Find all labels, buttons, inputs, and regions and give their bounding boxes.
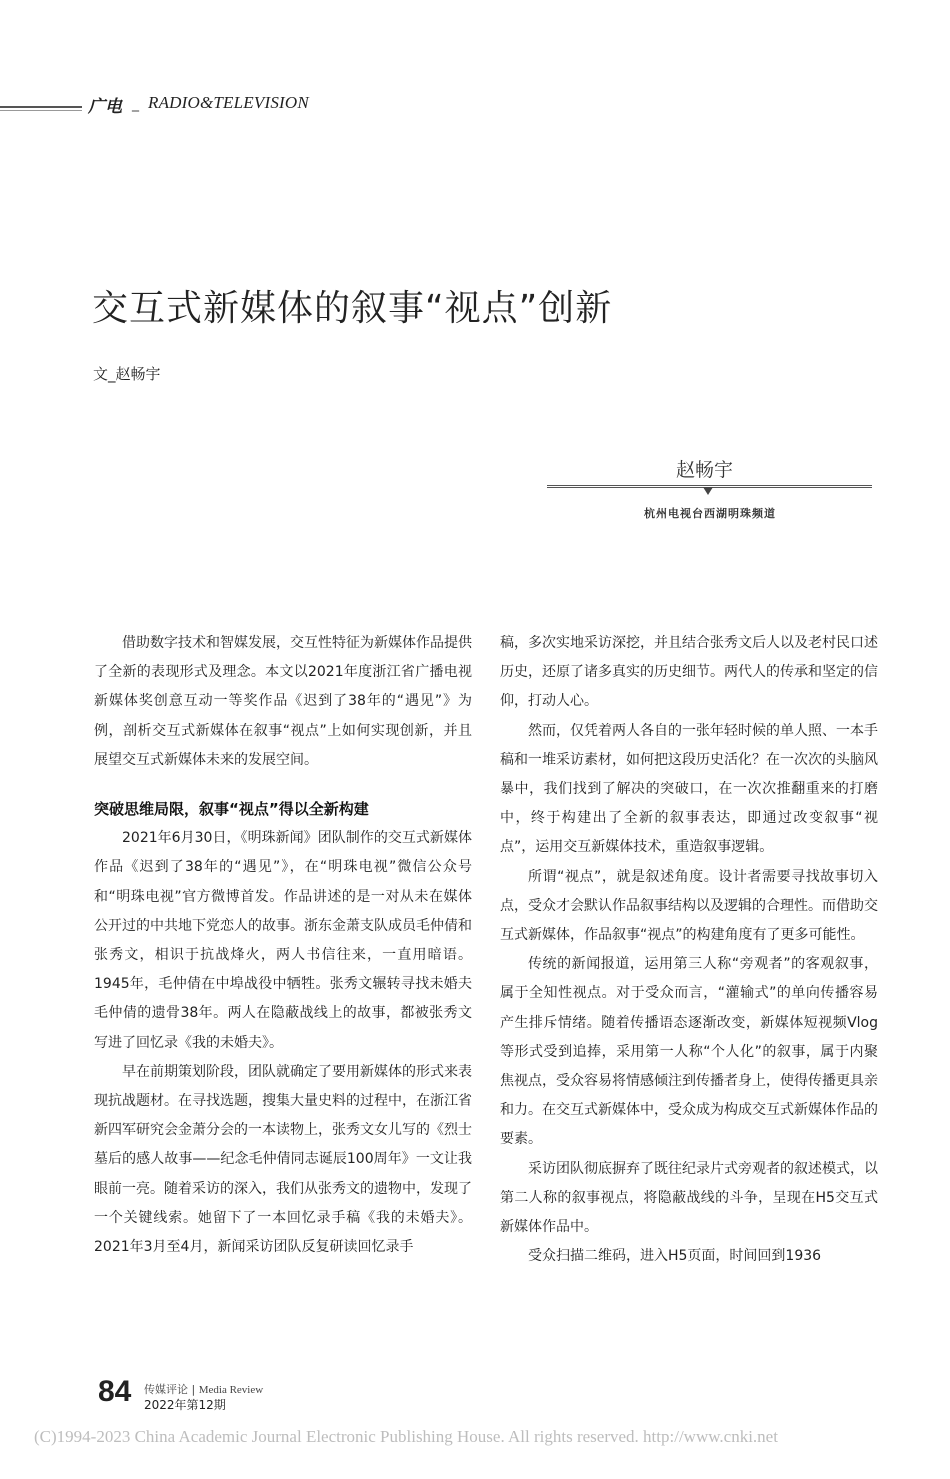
article-title: 交互式新媒体的叙事“视点”创新 bbox=[92, 288, 613, 329]
body-paragraph: 受众扫描二维码，进入H5页面，时间回到1936 bbox=[528, 1248, 822, 1265]
body-paragraph: 传统的新闻报道，运用第三人称“旁观者”的客观叙事，属于全知性视点。对于受众而言，“灌输式”的单向传播容易产生排斥情绪。随着传播语态逐渐改变，新媒体短视频Vlog等形式受到追捧，采用第一人称“个人化”的叙事，属于内聚焦视点，受众容易将情感倾注到传播者身上，使得传播更具亲和力。在交互式新媒体中，受众成为构成交互式新媒体作品的要素。 bbox=[500, 956, 878, 1148]
right-column bbox=[500, 629, 878, 1271]
body-paragraph: 采访团队彻底摒弃了既往纪录片式旁观者的叙述模式，以第二人称的叙事视点，将隐蔽战线的斗争，呈现在H5交互式新媒体作品中。 bbox=[500, 1160, 878, 1236]
journal-name-cn: 传媒评论 bbox=[144, 1383, 188, 1396]
abstract-paragraph: 借助数字技术和智媒发展，交互性特征为新媒体作品提供了全新的表现形式及理念。本文以2021年度浙江省广播电视新媒体奖创意互动一等奖作品《迟到了38年的“遇见”》为例，剖析交互式新媒体在叙事“视点”上如何实现创新，并且展望交互式新媒体未来的发展空间。 bbox=[94, 635, 472, 768]
journal-name-en: Media Review bbox=[198, 1384, 264, 1396]
copyright-notice: (C)1994-2023 China Academic Journal Electronic Publishing House. All rights reserved. http://www.cnki.net bbox=[34, 1427, 778, 1446]
journal-name bbox=[144, 1381, 263, 1397]
body-paragraph: 所谓“视点”，就是叙述角度。设计者需要寻找故事切入点，受众才会默认作品叙事结构以及逻辑的合理性。而借助交互式新媒体，作品叙事“视点”的构建角度有了更多可能性。 bbox=[500, 868, 878, 944]
author-name: 赵畅宇 bbox=[676, 459, 734, 481]
article-byline: 文_赵畅宇 bbox=[93, 365, 161, 383]
author-affiliation: 杭州电视台西湖明珠频道 bbox=[644, 507, 776, 520]
left-column bbox=[94, 629, 472, 1262]
page-number: 84 bbox=[98, 1375, 132, 1408]
section-heading: 突破思维局限，叙事“视点”得以全新构建 bbox=[94, 800, 369, 819]
body-paragraph: 2021年6月30日，《明珠新闻》团队制作的交互式新媒体作品《迟到了38年的“遇见”》，在“明珠电视”微信公众号和“明珠电视”官方微博首发。作品讲述的是一对从未在媒体公开过的中共地下党恋人的故事。浙东金萧支队成员毛仲倩和张秀文，相识于抗战烽火，两人书信往来，一直用暗语。1945年，毛仲倩在中埠战役中牺牲。张秀文辗转寻找未婚夫毛仲倩的遗骨38年。两人在隐蔽战线上的故事，都被张秀文写进了回忆录《我的未婚夫》。 bbox=[94, 830, 472, 1051]
body-paragraph: 然而，仅凭着两人各自的一张年轻时候的单人照、一本手稿和一堆采访素材，如何把这段历史活化？在一次次的头脑风暴中，我们找到了解决的突破口，在一次次推翻重来的打磨中，终于构建出了全新的叙事表达，即通过改变叙事“视点”，运用交互新媒体技术，重造叙事逻辑。 bbox=[500, 722, 878, 856]
issue-label: 2022年第12期 bbox=[144, 1398, 226, 1412]
header-rule bbox=[0, 106, 82, 108]
section-label-cn: 广电 bbox=[88, 97, 122, 117]
journal-divider: | bbox=[191, 1383, 196, 1396]
section-label-en: RADIO&TELEVISION bbox=[148, 93, 309, 112]
body-paragraph: 稿，多次实地采访深挖，并且结合张秀文后人以及老村民口述历史，还原了诸多真实的历史细节。两代人的传承和坚定的信仰，打动人心。 bbox=[500, 635, 878, 710]
section-separator: _ bbox=[132, 96, 139, 112]
author-pointer-icon bbox=[703, 487, 713, 495]
body-paragraph: 早在前期策划阶段，团队就确定了要用新媒体的形式来表现抗战题材。在寻找选题，搜集大量史料的过程中，在浙江省新四军研究会金萧分会的一本读物上，张秀文女儿写的《烈士墓后的感人故事——纪念毛仲倩同志诞辰100周年》一文让我眼前一亮。随着采访的深入，我们从张秀文的遗物中，发现了一个关键线索。她留下了一本回忆录手稿《我的未婚夫》。2021年3月至4月，新闻采访团队反复研读回忆录手 bbox=[94, 1063, 472, 1256]
